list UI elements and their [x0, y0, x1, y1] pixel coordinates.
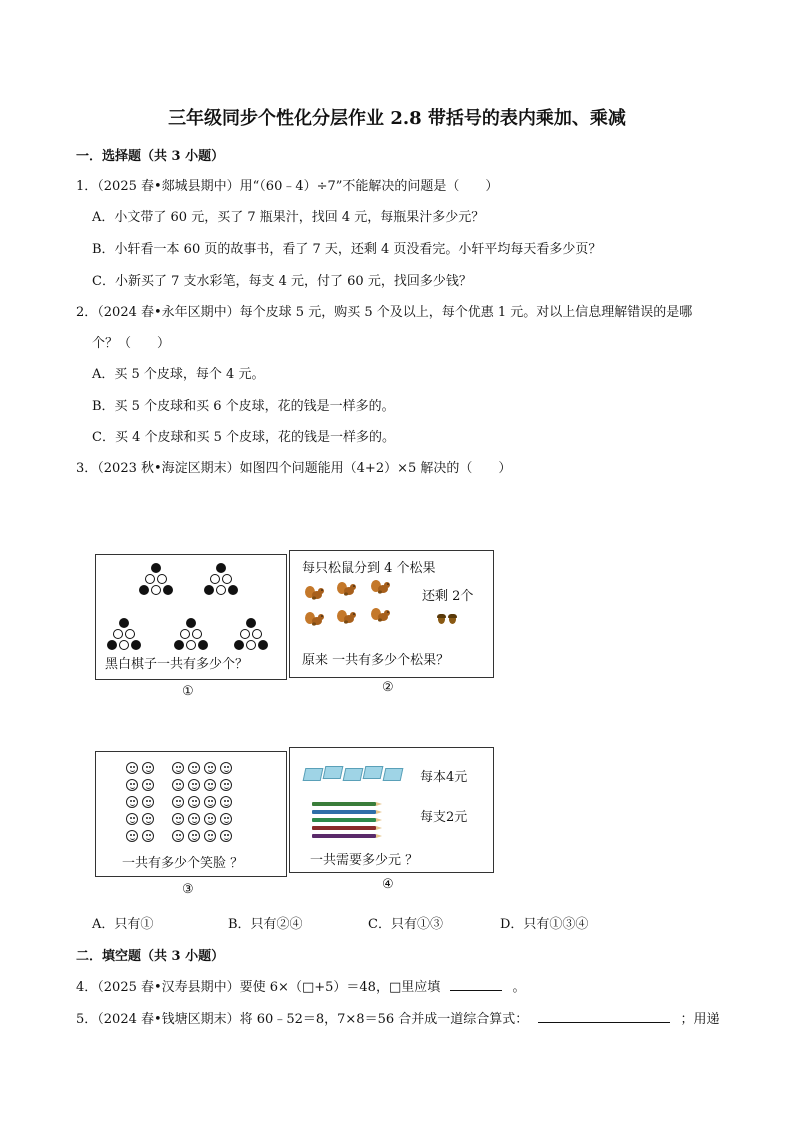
squirrel-icon: [370, 579, 392, 595]
question-2-stem: 2．（2024 春•永年区期中）每个皮球 5 元，购买 5 个及以上，每个优惠 1 元。对以上信息理解错误的是哪: [76, 305, 693, 320]
smiley-face-icon: [172, 813, 184, 825]
figure-2-right-text: 还剩 2个: [422, 589, 474, 604]
pencil-icon: [312, 810, 376, 814]
smiley-face-icon: [220, 830, 232, 842]
figure-2-label: ②: [382, 680, 394, 695]
smiley-face-icon: [188, 762, 200, 774]
black-chess-piece: [198, 640, 208, 650]
black-chess-piece: [246, 618, 256, 628]
notebook-icon: [383, 768, 404, 781]
smiley-face-icon: [126, 796, 138, 808]
black-chess-piece: [186, 618, 196, 628]
smiley-face-icon: [204, 813, 216, 825]
white-chess-piece: [125, 629, 135, 639]
black-chess-piece: [204, 585, 214, 595]
question-2-option-c: C．买 4 个皮球和买 5 个皮球，花的钱是一样多的。: [92, 430, 396, 445]
black-chess-piece: [151, 563, 161, 573]
figure-4-label: ④: [382, 877, 394, 892]
smiley-face-icon: [204, 779, 216, 791]
figure-3-label: ③: [182, 882, 194, 897]
pinecone-icon: [438, 615, 445, 624]
black-chess-piece: [258, 640, 268, 650]
figure-2-caption: 原来 一共有多少个松果？: [302, 653, 450, 668]
white-chess-piece: [151, 585, 161, 595]
figure-4-caption: 一共需要多少元 ？: [310, 853, 419, 868]
question-4-end: 。: [512, 980, 526, 995]
question-1-option-c: C．小新买了 7 支水彩笔，每支 4 元，付了 60 元，找回多少钱？: [92, 274, 472, 289]
figure-3-caption: 一共有多少个笑脸 ？: [122, 856, 244, 871]
white-chess-piece: [145, 574, 155, 584]
smiley-face-icon: [142, 813, 154, 825]
smiley-face-icon: [126, 813, 138, 825]
figure-1-box: [95, 554, 287, 680]
figure-3-box: [95, 751, 287, 877]
smiley-face-icon: [204, 762, 216, 774]
figure-2-box: [289, 550, 494, 678]
smiley-face-icon: [220, 779, 232, 791]
notebook-icon: [343, 768, 364, 781]
section-heading-fill: 二．填空题（共 3 小题）: [76, 949, 225, 964]
question-3-stem: 3．（2023 秋•海淀区期末）如图四个问题能用（4+2）×5 解决的（ ）: [76, 461, 512, 476]
black-chess-piece: [174, 640, 184, 650]
question-2-option-b: B．买 5 个皮球和买 6 个皮球，花的钱是一样多的。: [92, 399, 395, 414]
question-1-option-b: B．小轩看一本 60 页的故事书，看了 7 天，还剩 4 页没看完。小轩平均每天看多少页？: [92, 242, 602, 257]
squirrel-icon: [336, 609, 358, 625]
question-4-answer-blank[interactable]: [450, 978, 502, 991]
smiley-face-icon: [142, 796, 154, 808]
question-1-option-a: A．小文带了 60 元，买了 7 瓶果汁，找回 4 元，每瓶果汁多少元？: [92, 210, 485, 225]
black-chess-piece: [107, 640, 117, 650]
smiley-face-icon: [172, 779, 184, 791]
question-5-end: ；用递: [680, 1012, 720, 1027]
question-3-option-c: C．只有①③: [368, 917, 443, 932]
question-1-stem: 1．（2025 春•郯城县期中）用“（60﹣4）÷7”不能解决的问题是（ ）: [76, 179, 499, 194]
question-5-text: 5．（2024 春•钱塘区期末）将 60﹣52＝8，7×8＝56 合并成一道综合算式：: [76, 1012, 529, 1027]
smiley-face-icon: [172, 796, 184, 808]
question-5-answer-blank[interactable]: [538, 1010, 670, 1023]
smiley-face-icon: [172, 762, 184, 774]
black-chess-piece: [234, 640, 244, 650]
black-chess-piece: [228, 585, 238, 595]
figure-4-price-notebook: 每本4元: [420, 770, 468, 785]
squirrel-icon: [336, 581, 358, 597]
figure-4-price-pencil: 每支2元: [420, 810, 468, 825]
white-chess-piece: [186, 640, 196, 650]
white-chess-piece: [240, 629, 250, 639]
white-chess-piece: [246, 640, 256, 650]
pencil-icon: [312, 834, 376, 838]
smiley-face-icon: [172, 830, 184, 842]
figure-4-box: [289, 747, 494, 873]
white-chess-piece: [222, 574, 232, 584]
question-4: [76, 976, 526, 995]
smiley-face-icon: [126, 762, 138, 774]
question-5: [76, 1008, 720, 1027]
question-2-option-a: A．买 5 个皮球，每个 4 元。: [92, 367, 265, 382]
black-chess-piece: [216, 563, 226, 573]
smiley-face-icon: [204, 796, 216, 808]
smiley-face-icon: [220, 762, 232, 774]
question-3-option-b: B．只有②④: [228, 917, 303, 932]
question-3-option-a: A．只有①: [92, 917, 154, 932]
white-chess-piece: [113, 629, 123, 639]
pencil-icon: [312, 818, 376, 822]
smiley-face-icon: [188, 796, 200, 808]
black-chess-piece: [131, 640, 141, 650]
figure-1-label: ①: [182, 684, 194, 699]
squirrel-icon: [304, 611, 326, 627]
black-chess-piece: [163, 585, 173, 595]
question-3-option-d: D．只有①③④: [500, 917, 589, 932]
black-chess-piece: [119, 618, 129, 628]
smiley-face-icon: [142, 762, 154, 774]
white-chess-piece: [210, 574, 220, 584]
notebook-icon: [303, 768, 324, 781]
smiley-face-icon: [126, 830, 138, 842]
smiley-face-icon: [204, 830, 216, 842]
smiley-face-icon: [188, 830, 200, 842]
figure-2-top-text: 每只松鼠分到 4 个松果: [302, 561, 436, 576]
figure-1-caption: 黑白棋子一共有多少个？: [105, 657, 249, 672]
white-chess-piece: [216, 585, 226, 595]
notebook-icon: [363, 766, 384, 779]
white-chess-piece: [157, 574, 167, 584]
smiley-face-icon: [126, 779, 138, 791]
smiley-face-icon: [188, 813, 200, 825]
section-heading-choice: 一．选择题（共 3 小题）: [76, 149, 225, 164]
notebook-icon: [323, 766, 344, 779]
smiley-face-icon: [188, 779, 200, 791]
pencil-icon: [312, 826, 376, 830]
page-title: 三年级同步个性化分层作业 2.8 带括号的表内乘加、乘减: [168, 108, 626, 129]
white-chess-piece: [119, 640, 129, 650]
pinecone-icon: [449, 615, 456, 624]
question-4-text: 4．（2025 春•汉寿县期中）要使 6×（□+5）＝48，□里应填: [76, 980, 441, 995]
white-chess-piece: [252, 629, 262, 639]
squirrel-icon: [370, 607, 392, 623]
white-chess-piece: [192, 629, 202, 639]
smiley-face-icon: [142, 779, 154, 791]
squirrel-icon: [304, 585, 326, 601]
smiley-face-icon: [220, 813, 232, 825]
smiley-face-icon: [142, 830, 154, 842]
question-2-stem-cont: 个？（ ）: [92, 336, 171, 351]
white-chess-piece: [180, 629, 190, 639]
smiley-face-icon: [220, 796, 232, 808]
pencil-icon: [312, 802, 376, 806]
black-chess-piece: [139, 585, 149, 595]
